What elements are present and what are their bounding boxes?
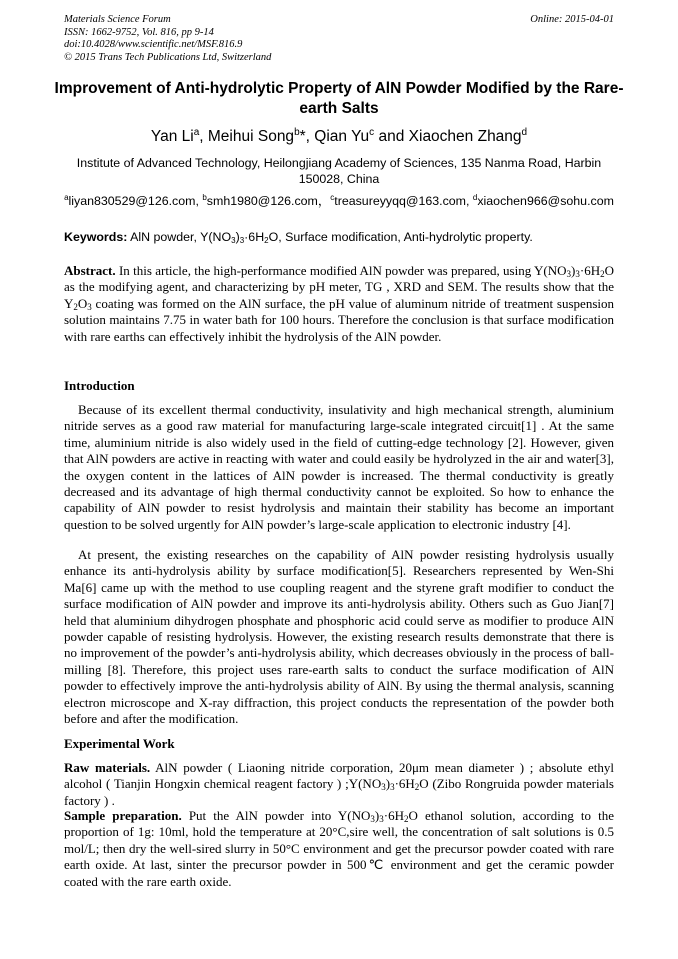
author-affil-mark: b — [294, 127, 300, 138]
keywords-text: ·6H — [244, 230, 265, 244]
introduction-heading: Introduction — [64, 378, 135, 393]
author-name: Yan Li — [150, 128, 194, 145]
keywords-label: Keywords: — [64, 230, 128, 244]
sample-preparation-label: Sample preparation. — [64, 808, 182, 823]
abstract-paragraph — [64, 263, 614, 345]
online-date: Online: 2015-04-01 — [530, 14, 614, 25]
experimental-heading: Experimental Work — [64, 736, 175, 751]
keywords-line — [64, 229, 614, 245]
introduction-paragraph-1: Because of its excellent thermal conductivity, insulativity and high mechanical strength, aluminium nitride serves as a good raw material for manufacturing large-scale integrated circuit[1] . At the same time, aluminium nitride is also widely used in the field of cutting-edge technology [2]. However, given that AlN powders are active in reacting with water and could easily be hydrolyzed in the air and water[3], the oxygen content in the lattices of AlN powder is increased. The thermal conductivity is greatly decreased and its advantage of high thermal conductivity cannot be exploited. So how to enhance the capability of AlN powder to resist hydrolysis and maintain their stability has become an important question to be solved urgently for AlN powder’s large-scale application to electronic industry [4]. — [64, 402, 614, 532]
keywords-text: ) — [235, 230, 240, 244]
abstract-text: coating was formed on the AlN surface, the pH value of aluminum nitride of treatment suspension solution maintains 7.75 in water bath for 100 hours. Therefore the conclusion is that surface modification with rare earths can effectively inhibit the hydrolysis of the AlN powder. — [64, 295, 614, 344]
author-separator: , — [305, 128, 315, 145]
sample-preparation-text: ) — [374, 808, 380, 823]
journal-copyright: © 2015 Trans Tech Publications Ltd, Switzerland — [64, 51, 272, 63]
raw-materials-label: Raw materials. — [64, 760, 151, 775]
subscript: 2 — [600, 269, 605, 279]
sample-preparation-text: ·6H — [383, 808, 404, 823]
subscript: 3 — [370, 814, 375, 824]
abstract-text: In this article, the high-performance modified AlN powder was prepared, using Y(NO — [115, 263, 567, 278]
sample-preparation-paragraph — [64, 808, 614, 890]
subscript: 3 — [575, 269, 580, 279]
author-affil-mark: d — [521, 127, 528, 138]
subscript: 2 — [414, 782, 420, 793]
subscript: 2 — [403, 814, 409, 824]
email-list — [50, 193, 628, 209]
abstract-text: O — [77, 295, 88, 311]
abstract-text: ) — [571, 263, 576, 278]
email-separator: , — [466, 194, 473, 208]
email-address[interactable]: xiaochen966@sohu.com — [477, 194, 614, 208]
author-list — [40, 127, 638, 147]
subscript: 3 — [566, 269, 572, 279]
subscript: 2 — [73, 301, 78, 312]
email-address[interactable]: treasureyyqq@163.com — [334, 194, 466, 208]
email-address[interactable]: liyan830529@126.com — [68, 194, 196, 208]
subscript: 3 — [231, 236, 236, 245]
author-separator: , — [199, 128, 208, 145]
journal-issn: ISSN: 1662-9752, Vol. 816, pp 9-14 — [64, 26, 214, 38]
journal-header — [64, 14, 271, 64]
raw-materials-text: ) — [385, 776, 391, 792]
email-mark: d — [472, 193, 478, 202]
subscript: 3 — [390, 782, 395, 793]
subscript: 2 — [264, 236, 269, 245]
journal-doi: doi:10.4028/www.scientific.net/MSF.816.9 — [64, 39, 243, 50]
raw-materials-text: ·6H — [394, 776, 415, 792]
sample-preparation-text: Put the AlN powder into Y(NO — [181, 808, 371, 823]
abstract-text: ·6H — [579, 263, 601, 278]
raw-materials-text: AlN powder ( Liaoning nitride corporation, 20μm mean diameter ) ; absolute ethyl alcohol ( Tianjin Hongxin chemical reagent factory ) ;Y(NO — [64, 760, 614, 792]
email-address[interactable]: smh1980@126.com — [206, 194, 318, 208]
email-mark: a — [64, 193, 69, 202]
keywords-text: AlN powder, Y(NO — [127, 230, 232, 244]
introduction-paragraph-2: At present, the existing researches on the capability of AlN powder resisting hydrolysis usually enhance its anti-hydrolysis ability by surface modification[5]. Researchers represented by Wen-Shi Ma[6] came up with the method to use coupling reagent and the styrene graft modifier to conduct the surface modification of AlN powder and improve its anti-hydrolysis ability. Others such as Guo Jian[7] held that aluminium dihydrogen phosphate and phosphoric acid could serve as modifier to produce AlN powder capable of resisting hydrolysis. However, the existing research results demonstrate that there is no improvement of the powder’s anti-hydrolysis ability, which decreases obviously in the process of ball-milling [8]. Therefore, this project uses rare-earth salts to conduct the surface modification of AlN powder to effectively improve the anti-hydrolysis ability of AlN. By using the thermal analysis, scanning electron microscope and X-ray diffraction, this project conducts the representation of the powder both before and after the modification. — [64, 547, 614, 727]
corresponding-author-mark: * — [299, 128, 306, 145]
abstract-label: Abstract. — [64, 263, 116, 278]
author-name: Meihui Song — [207, 128, 295, 145]
raw-materials-paragraph — [64, 760, 614, 809]
author-affil-mark: c — [369, 127, 375, 138]
paper-title: Improvement of Anti-hydrolytic Property of AlN Powder Modified by the Rare-earth Salts — [54, 80, 624, 117]
subscript: 3 — [239, 236, 245, 245]
keywords-text: O, Surface modification, Anti-hydrolytic property. — [268, 230, 533, 244]
subscript: 3 — [379, 814, 384, 824]
email-mark: c — [330, 193, 335, 202]
email-separator: , — [195, 194, 203, 208]
author-affil-mark: a — [193, 127, 200, 138]
raw-materials-text: O (Zibo Rongruida powder materials factory ) . — [64, 776, 614, 808]
email-mark: b — [202, 193, 207, 202]
subscript: 3 — [381, 782, 386, 793]
subscript: 3 — [87, 301, 92, 312]
affiliation: Institute of Advanced Technology, Heilongjiang Academy of Sciences, 135 Nanma Road, Harbin 150028, China — [76, 156, 602, 186]
journal-name: Materials Science Forum — [64, 14, 171, 25]
author-separator: and — [374, 128, 409, 145]
author-name: Qian Yu — [314, 128, 370, 145]
sample-preparation-text: O ethanol solution, according to the proportion of 1g: 10ml, hold the temperature at 20°C,sire well, the concentration of salt solutions is 0.5 mol/L; then dry the well-sired slurry in 50°C environment and get the precursor powder coated with rare earth oxide. At last, sinter the precursor powder in 500℃ environment and get the ceramic powder coated with the rare earth oxide. — [64, 808, 614, 889]
email-separator: ， — [317, 194, 331, 208]
author-name: Xiaochen Zhang — [408, 128, 522, 145]
abstract-text: O as the modifying agent, and characterizing by pH meter, TG , XRD and SEM. The results show that the Y — [64, 263, 614, 311]
